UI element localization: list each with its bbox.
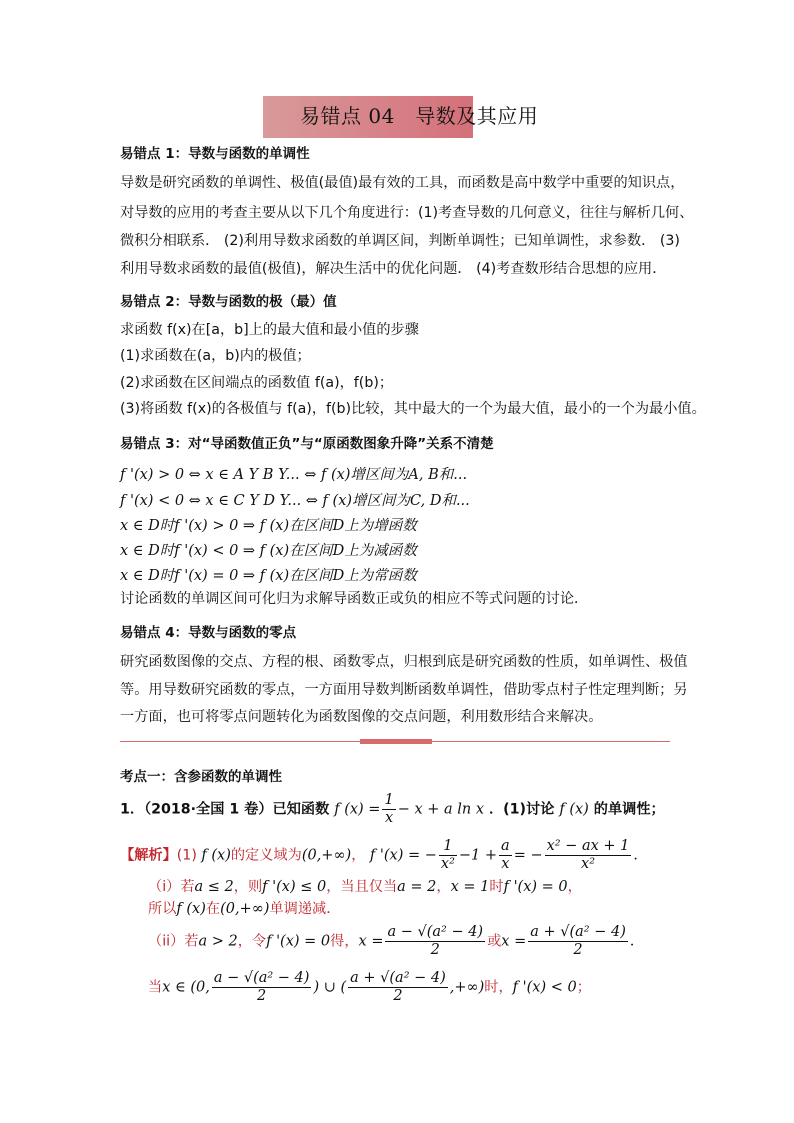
l2-m5: f '(x) = 0 bbox=[503, 879, 568, 895]
solution-line-2 bbox=[148, 876, 582, 896]
l2-t3: ，当且仅当 bbox=[326, 879, 398, 895]
l1-fx: f (x) bbox=[201, 847, 231, 864]
l1-frac2-den: x bbox=[501, 856, 510, 872]
l1-frac3-num: x² − ax + 1 bbox=[546, 838, 630, 854]
l4-frac1-num: a − √(a² − 4) bbox=[387, 924, 484, 940]
l5-frac2-num: a + √(a² − 4) bbox=[350, 970, 446, 986]
s2-line-1: 求函数 f(x)在[a，b]上的最大值和最小值的步骤 bbox=[120, 322, 419, 338]
l1-frac2 bbox=[499, 838, 512, 873]
l5-frac2 bbox=[348, 970, 448, 1005]
l1-frac1-den: x² bbox=[440, 856, 455, 872]
l4-m2: f '(x) = 0 bbox=[266, 933, 331, 950]
l5-frac1-num: a − √(a² − 4) bbox=[213, 970, 310, 986]
l4-t3: 得， bbox=[330, 933, 359, 950]
s3-formula-2: f '(x) < 0 ⇔ x ∈ C Y D Y... ⇔ f (x)增区间为C, D和... bbox=[120, 493, 470, 509]
problem-fx: f (x) = bbox=[334, 801, 381, 818]
l5-frac1 bbox=[212, 970, 312, 1005]
l2-t4: ， bbox=[436, 879, 451, 895]
l2-t1: （i）若 bbox=[148, 879, 195, 895]
l1-deriv: f '(x) = − bbox=[369, 847, 437, 864]
l5-m2: ) ∪ ( bbox=[313, 979, 347, 996]
l4-frac2-num: a + √(a² − 4) bbox=[530, 924, 626, 940]
l1-comma: ， bbox=[351, 847, 366, 864]
l1-frac2-num: a bbox=[501, 838, 510, 854]
l4-frac1-den: 2 bbox=[430, 942, 440, 958]
s3-formula-3: x ∈ D时f '(x) > 0 ⇒ f (x)在区间D上为增函数 bbox=[120, 518, 417, 534]
l3-t2: 在 bbox=[205, 901, 221, 917]
l2-m4: x = 1 bbox=[450, 879, 490, 895]
jiexi-label: 【解析】 bbox=[120, 847, 177, 864]
l5-t3: ； bbox=[576, 979, 591, 996]
problem-rest: − x + a ln x bbox=[397, 801, 485, 818]
s4-line-1: 研究函数图像的交点、方程的根、函数零点，归根到底是研究函数的性质，如单调性、极值 bbox=[120, 654, 688, 670]
problem-1 bbox=[120, 792, 665, 827]
l4-m4: x = bbox=[501, 933, 527, 950]
l4-t1: （ii）若 bbox=[148, 933, 199, 950]
l5-t2: 时， bbox=[484, 979, 513, 996]
l4-t2: ，令 bbox=[237, 933, 267, 950]
problem-frac bbox=[382, 792, 395, 827]
l3-m1: f (x) bbox=[176, 901, 206, 917]
s3-formula-5: x ∈ D时f '(x) = 0 ⇒ f (x)在区间D上为常函数 bbox=[120, 568, 417, 584]
section-1-heading: 易错点 1：导数与函数的单调性 bbox=[120, 146, 310, 162]
problem-suffix: ．(1)讨论 bbox=[488, 801, 555, 818]
l3-m2: (0,+∞) bbox=[220, 901, 270, 917]
divider-accent bbox=[360, 739, 432, 744]
l2-m3: a = 2 bbox=[397, 879, 437, 895]
s3-note: 讨论函数的单调区间可化归为求解导函数正或负的相应不等式问题的讨论． bbox=[120, 591, 589, 607]
l1-frac1-num: 1 bbox=[439, 838, 457, 856]
l5-m4: f '(x) < 0 bbox=[512, 979, 577, 996]
l2-t5: 时 bbox=[489, 879, 504, 895]
s2-line-3: (2)求函数在区间端点的函数值 f(a)，f(b)； bbox=[120, 375, 394, 391]
solution-line-3 bbox=[148, 898, 340, 918]
s3-formula-4: x ∈ D时f '(x) < 0 ⇒ f (x)在区间D上为减函数 bbox=[120, 543, 417, 559]
problem-frac-num: 1 bbox=[384, 792, 394, 808]
problem-prefix: 1．（2018·全国 1 卷）已知函数 bbox=[120, 801, 330, 818]
solution-line-5 bbox=[148, 970, 591, 1005]
l5-frac1-den: 2 bbox=[257, 988, 267, 1004]
s1-line-3: 微积分相联系． (2)利用导数求函数的单调区间，判断单调性；已知单调性，求参数． (3) bbox=[120, 233, 680, 249]
page-title: 易错点 04 导数及其应用 bbox=[300, 104, 539, 128]
s2-line-4: (3)将函数 f(x)的各极值与 f(a)，f(b)比较，其中最大的一个为最大值，最小的一个为最小值。 bbox=[120, 401, 706, 417]
l4-m3: x = bbox=[358, 933, 384, 950]
section-3-heading: 易错点 3：对“导函数值正负”与“原函数图象升降”关系不清楚 bbox=[120, 436, 494, 452]
l2-t2: ，则 bbox=[233, 879, 263, 895]
s3-formula-1: f '(x) > 0 ⇔ x ∈ A Y B Y... ⇔ f (x)增区间为A, B和... bbox=[120, 467, 468, 483]
s2-line-2: (1)求函数在(a，b)内的极值； bbox=[120, 348, 311, 364]
l3-t3: 单调递减． bbox=[269, 901, 341, 917]
l1-end: ． bbox=[633, 847, 648, 864]
s4-line-3: 一方面，也可将零点问题转化为函数图像的交点问题，利用数形结合来解决。 bbox=[120, 709, 603, 725]
l2-m1: a ≤ 2 bbox=[194, 879, 234, 895]
s1-line-1: 导数是研究函数的单调性、极值(最值)最有效的工具，而函数是高中数学中重要的知识点， bbox=[120, 175, 685, 191]
l4-frac1 bbox=[385, 924, 485, 959]
l4-t4: 或 bbox=[487, 933, 502, 950]
l5-m3: ,+∞) bbox=[449, 979, 485, 996]
s4-line-2: 等。用导数研究函数的零点，一方面用导数判断函数单调性，借助零点村子性定理判断；另 bbox=[120, 682, 688, 698]
l4-frac2-den: 2 bbox=[573, 942, 583, 958]
l5-t1: 当 bbox=[148, 979, 163, 996]
l5-m1: x ∈ (0, bbox=[162, 979, 210, 996]
l2-m2: f '(x) ≤ 0 bbox=[262, 879, 327, 895]
l1-c: 的定义域为 bbox=[230, 847, 302, 864]
section-2-heading: 易错点 2：导数与函数的极（最）值 bbox=[120, 294, 337, 310]
l1-frac3-den: x² bbox=[581, 856, 596, 872]
s1-line-2: 对导数的应用的考查主要从以下几个角度进行：(1)考查导数的几何意义，往往与解析几何、 bbox=[120, 205, 694, 221]
l4-end: ． bbox=[629, 933, 645, 950]
l1-frac3 bbox=[545, 838, 632, 873]
l1-g: −1 + bbox=[458, 847, 498, 864]
problem-frac-den: x bbox=[384, 810, 394, 826]
section-4-heading: 易错点 4：导数与函数的零点 bbox=[120, 625, 297, 641]
l1-h: = − bbox=[513, 847, 543, 864]
l4-frac2 bbox=[528, 924, 628, 959]
l4-m1: a > 2 bbox=[198, 933, 238, 950]
solution-line-1 bbox=[120, 838, 648, 873]
l1-frac1 bbox=[439, 838, 457, 873]
kaodian-1-heading: 考点一：含参函数的单调性 bbox=[120, 769, 282, 785]
s1-line-4: 利用导数求函数的最值(极值)，解决生活中的优化问题． (4)考查数形结合思想的应用． bbox=[120, 261, 667, 277]
solution-line-4 bbox=[148, 924, 644, 959]
l5-frac2-den: 2 bbox=[393, 988, 403, 1004]
l2-t6: ， bbox=[567, 879, 582, 895]
problem-end: 的单调性； bbox=[593, 801, 665, 818]
problem-fx2: f (x) bbox=[559, 801, 589, 818]
l1-domain: (0,+∞) bbox=[301, 847, 352, 864]
l3-t1: 所以 bbox=[148, 901, 177, 917]
l1-a: (1) bbox=[176, 847, 197, 864]
